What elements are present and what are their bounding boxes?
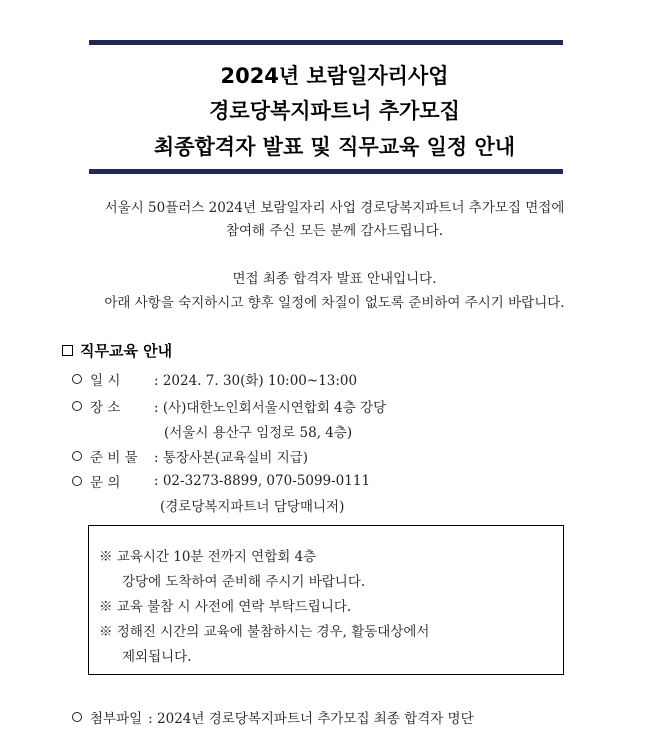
item-value: : 2024. 7. 30(화) 10:00~13:00 — [154, 373, 358, 389]
item-label: 장 소 — [90, 400, 121, 416]
intro-line-4: 아래 사항을 숙지하시고 향후 일정에 차질이 없도록 준비하여 주시기 바랍니다. — [104, 295, 565, 311]
circle-bullet-icon — [72, 451, 82, 461]
item-value: : 통장사본(교육실비 지급) — [154, 450, 309, 466]
intro-line-3: 면접 최종 합격자 발표 안내입니다. — [232, 271, 437, 287]
item-venue-address: (서울시 용산구 임정로 58, 4층) — [164, 425, 353, 441]
item-value: : (사)대한노인회서울시연합회 4층 강당 — [154, 400, 387, 416]
circle-bullet-icon — [72, 712, 82, 722]
title-line-3: 최종합격자 발표 및 직무교육 일정 안내 — [153, 135, 516, 159]
circle-bullet-icon — [72, 476, 82, 486]
item-contact-note: (경로당복지파트너 담당매니저) — [160, 499, 345, 515]
header-rule-top — [89, 40, 563, 45]
item-materials — [72, 446, 308, 466]
item-label: 문 의 — [90, 475, 121, 491]
item-label: 일 시 — [90, 373, 121, 389]
notice-line-3: ※ 정해진 시간의 교육에 불참하시는 경우, 활동대상에서 — [99, 624, 430, 640]
attachment-value: : 2024년 경로당복지파트너 추가모집 최종 합격자 명단 — [148, 711, 474, 727]
attachment-label: 첨부파일 — [90, 711, 143, 727]
title-line-2: 경로당복지파트너 추가모집 — [209, 99, 460, 123]
item-label: 준 비 물 — [90, 450, 138, 466]
checkbox-icon — [62, 345, 73, 356]
item-value: : 02-3273-8899, 070-5099-0111 — [154, 473, 371, 489]
attachment-row — [72, 707, 474, 727]
notice-line-1: ※ 교육시간 10분 전까지 연합회 4층 — [99, 549, 317, 565]
circle-bullet-icon — [72, 401, 82, 411]
item-contact — [72, 471, 370, 491]
circle-bullet-icon — [72, 374, 82, 384]
item-venue — [72, 396, 386, 416]
notice-box — [88, 525, 564, 675]
notice-line-2: ※ 교육 불참 시 사전에 연락 부탁드립니다. — [99, 599, 352, 615]
intro-line-2: 참여해 주신 모든 분께 감사드립니다. — [225, 223, 444, 239]
title-line-1: 2024년 보람일자리사업 — [220, 64, 449, 88]
notice-line-1-cont: 강당에 도착하여 준비해 주시기 바랍니다. — [122, 574, 366, 590]
header-rule-bottom — [89, 169, 563, 174]
section-heading — [62, 340, 172, 361]
intro-line-1: 서울시 50플러스 2024년 보람일자리 사업 경로당복지파트너 추가모집 면접에 — [104, 200, 565, 216]
section-heading-text: 직무교육 안내 — [80, 342, 173, 360]
item-datetime — [72, 369, 357, 389]
notice-line-3-cont: 제외됩니다. — [122, 649, 192, 665]
